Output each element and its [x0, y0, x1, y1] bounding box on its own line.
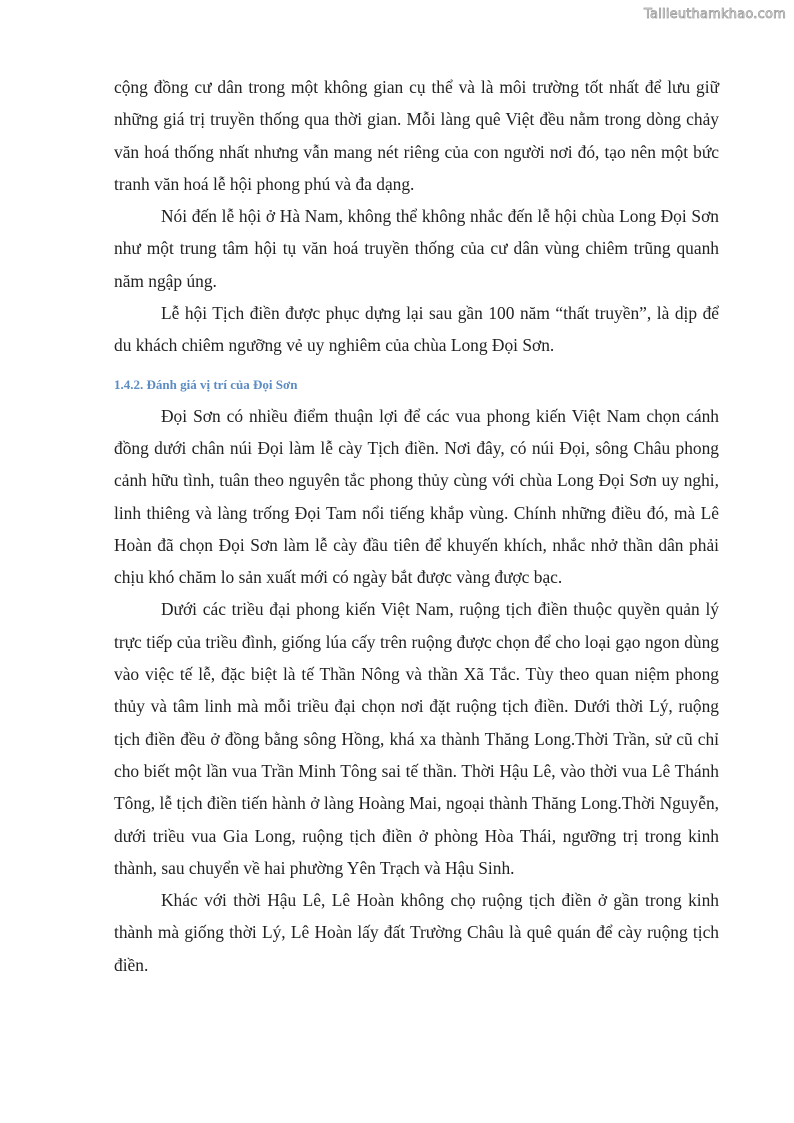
paragraph-le-hoan-truong-chau: Khác với thời Hậu Lê, Lê Hoàn không chọ ruộng tịch điền ở gần trong kinh thành mà giống thời Lý, Lê Hoàn lấy đất Trường Châu là quê quán để cày ruộng tịch điền.: [114, 890, 719, 975]
document-page: [114, 71, 719, 981]
paragraph-trieu-dai-phong-kien: Dưới các triều đại phong kiến Việt Nam, ruộng tịch điền thuộc quyền quản lý trực tiếp của triều đình, giống lúa cấy trên ruộng được chọn để cho loại gạo ngon dùng vào việc tế lễ, đặc biệt là tế Thần Nông và thần Xã Tắc. Tùy theo quan niệm phong thủy và tâm linh mà mỗi triều đại chọn nơi đặt ruộng tịch điền. Dưới thời Lý, ruộng tịch điền đều ở đồng bằng sông Hồng, khá xa thành Thăng Long.Thời Trần, sử cũ chỉ cho biết một lần vua Trần Minh Tông sai tế thần. Thời Hậu Lê, vào thời vua Lê Thánh Tông, lễ tịch điền tiến hành ở làng Hoàng Mai, ngoại thành Thăng Long.Thời Nguyễn, dưới triều vua Gia Long, ruộng tịch điền ở phòng Hòa Thái, ngưỡng trị trong kinh thành, sau chuyển về hai phường Yên Trạch và Hậu Sinh.: [114, 599, 719, 878]
paragraph-le-hoi-ha-nam: Nói đến lễ hội ở Hà Nam, không thể không nhắc đến lễ hội chùa Long Đọi Sơn như một trung tâm hội tụ văn hoá truyền thống của cư dân vùng chiêm trũng quanh năm ngập úng.: [114, 206, 719, 291]
paragraph-doi-son-advantages: Đọi Sơn có nhiều điểm thuận lợi để các vua phong kiến Việt Nam chọn cánh đồng dưới chân núi Đọi làm lễ cày Tịch điền. Nơi đây, có núi Đọi, sông Châu phong cảnh hữu tình, tuân theo nguyên tắc phong thủy cùng với chùa Long Đọi Sơn uy nghi, linh thiêng và làng trống Đọi Tam nổi tiếng khắp vùng. Chính những điều đó, mà Lê Hoàn đã chọn Đọi Sơn làm lễ cày đầu tiên để khuyến khích, nhắc nhở thần dân phải chịu khó chăm lo sản xuất mới có ngày bắt được vàng được bạc.: [114, 405, 719, 588]
section-heading: 1.4.2. Đánh giá vị trí của Đọi Sơn: [114, 376, 298, 392]
paragraph-le-hoi-tich-dien: Lễ hội Tịch điền được phục dựng lại sau gần 100 năm “thất truyền”, là dịp để du khách chiêm ngưỡng vẻ uy nghiêm của chùa Long Đọi Sơn.: [114, 303, 719, 356]
watermark: Tailieuthamkhao.com: [644, 7, 786, 22]
intro-paragraph: cộng đồng cư dân trong một không gian cụ thể và là môi trường tốt nhất để lưu giữ những giá trị truyền thống qua thời gian. Mỗi làng quê Việt đều nằm trong dòng chảy văn hoá thống nhất nhưng vẫn mang nét riêng của con người nơi đó, tạo nên một bức tranh văn hoá lễ hội phong phú và đa dạng.: [114, 77, 719, 194]
